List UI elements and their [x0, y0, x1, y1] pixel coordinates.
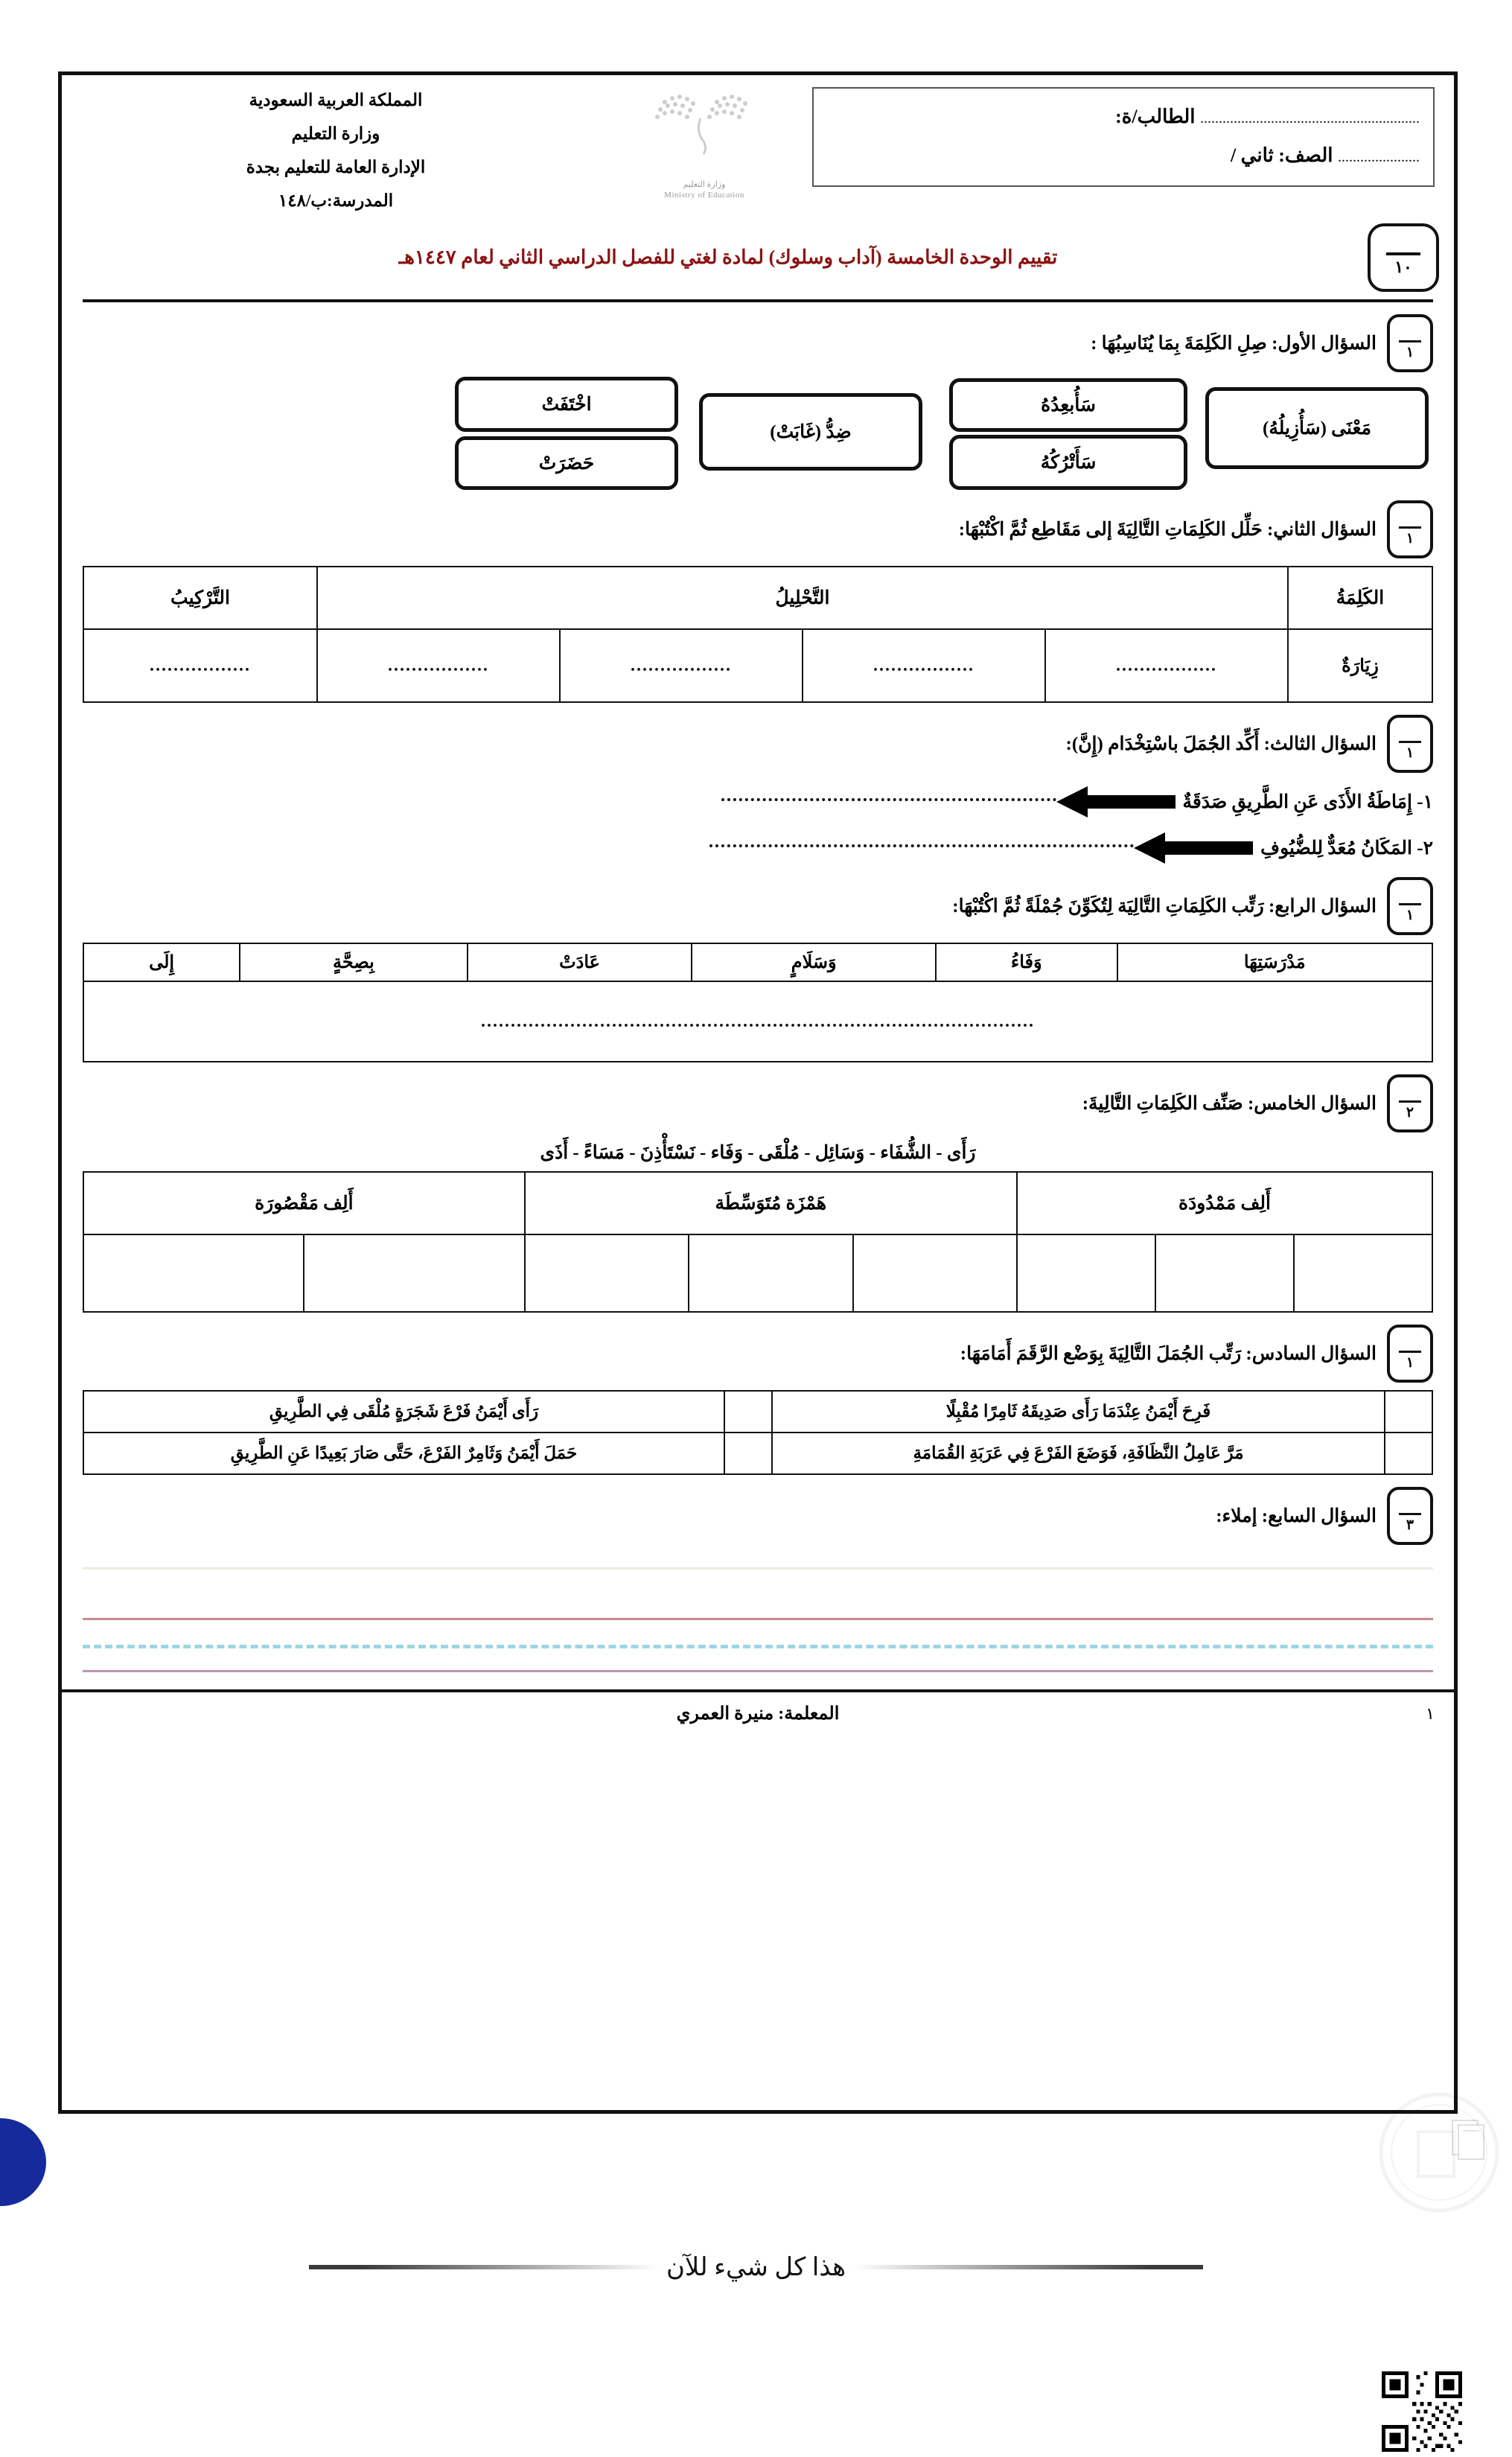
cell-composition-blank[interactable]: .................: [83, 629, 317, 702]
sentence-cell: رَأَى أَيْمَنُ فَرْعَ شَجَرَةٍ مُلْقَى فِي الطَّرِيقِ: [83, 1391, 724, 1433]
question-4-prompt: السؤال الرابع: رَتِّب الكَلِمَاتِ التَّالِيَة لِتُكَوِّنَ جُمْلَةً ثُمَّ اكْتُبْهَا:: [952, 896, 1377, 917]
order-number-cell[interactable]: [1385, 1391, 1432, 1433]
question-2-head: [83, 500, 1433, 558]
document-icon: [1451, 2119, 1485, 2161]
student-name-label: الطالب/ة:: [1115, 106, 1196, 127]
question-1-mark-box[interactable]: [1387, 314, 1433, 372]
question-7-head: [83, 1487, 1433, 1545]
question-7: [62, 1487, 1454, 1676]
answer-cell[interactable]: [1017, 1234, 1155, 1312]
question-1-prompt: السؤال الأول: صِلِ الكَلِمَةَ بِمَا يُنَاسِبُهَا :: [1091, 334, 1377, 354]
question-2-mark-value: ١: [1406, 530, 1414, 546]
question-6-table: [83, 1390, 1433, 1475]
cell-analysis-blank[interactable]: .................: [317, 629, 560, 702]
question-7-mark-box[interactable]: [1387, 1487, 1433, 1545]
question-2: [62, 500, 1454, 703]
question-3-sentence-row: [83, 785, 1433, 819]
cell-word: زِيَارَةٌ: [1288, 629, 1432, 702]
sentence-text: ١- إِمَاطَةُ الأَذَى عَنِ الطَّرِيقِ صَدَقَةٌ: [1182, 792, 1433, 813]
question-3: [62, 715, 1454, 865]
scrambled-word: وَفَاءُ: [936, 943, 1117, 981]
caption-rule-right: [309, 2265, 659, 2269]
question-3-mark-value: ١: [1406, 745, 1414, 761]
question-5: [62, 1074, 1454, 1313]
bottom-caption: هذا كل شيء للآن: [666, 2254, 846, 2281]
answer-cell[interactable]: [853, 1234, 1017, 1312]
answer-cell[interactable]: [304, 1234, 524, 1312]
question-5-table: [83, 1171, 1433, 1313]
match-card[interactable]: حَضَرَتْ: [455, 436, 678, 490]
question-5-mark-box[interactable]: [1387, 1074, 1433, 1132]
student-grade-label: الصف: ثاني /: [1230, 144, 1333, 166]
cell-analysis-blank[interactable]: .................: [560, 629, 803, 702]
answer-dotted-line[interactable]: [709, 844, 1134, 847]
answer-cell[interactable]: [525, 1234, 689, 1312]
page-footer: [62, 1689, 1454, 1738]
answer-cell[interactable]: [1155, 1234, 1294, 1312]
ministry-logo-block: [596, 84, 812, 200]
left-arrow-icon: [1134, 831, 1253, 865]
match-card[interactable]: ضِدُّ (غَابَتْ): [699, 393, 922, 471]
question-2-prompt: السؤال الثاني: حَلِّل الكَلِمَاتِ التَّالِيَةَ إلى مَقَاطِع ثُمَّ اكْتُبْهَا:: [958, 520, 1377, 541]
question-6-prompt: السؤال السادس: رَتِّب الجُمَلَ التَّالِيَةَ بِوَضْع الرَّقَمَ أَمَامَهَا:: [960, 1344, 1377, 1365]
ruled-line-green: [83, 1567, 1433, 1570]
question-3-mark-box[interactable]: [1387, 715, 1433, 773]
scrambled-word: إِلَى: [83, 943, 240, 981]
bottom-caption-row: [0, 2252, 1512, 2282]
sentence-cell: مَرَّ عَامِلُ النَّظَافَةِ، فَوَضَعَ الفَرْعَ فِي عَرَبَةِ القُمَامَةِ: [772, 1433, 1385, 1474]
col-alef-mamdouda: أَلِف مَمْدُودَة: [1017, 1172, 1432, 1234]
match-card[interactable]: سَأُبعِدُهُ: [949, 378, 1187, 432]
question-5-head: [83, 1074, 1433, 1132]
question-6: [62, 1325, 1454, 1475]
question-4-answer-line[interactable]: .............................................................................................: [83, 981, 1432, 1062]
org-line-country: المملكة العربية السعودية: [249, 91, 423, 109]
order-number-cell[interactable]: [1385, 1433, 1432, 1474]
match-card[interactable]: مَعْنَى (سَأُزِيلُهُ): [1205, 387, 1429, 469]
answer-dotted-line[interactable]: [721, 798, 1056, 801]
question-5-mark-value: ٢: [1406, 1104, 1414, 1121]
teacher-name: المعلمة: منيرة العمري: [676, 1704, 840, 1724]
question-7-mark-value: ٣: [1406, 1517, 1414, 1533]
answer-cell[interactable]: [83, 1234, 304, 1312]
question-6-mark-value: ١: [1406, 1354, 1414, 1371]
decorative-blue-shape: [0, 2118, 46, 2206]
table-header-row: [83, 1172, 1432, 1234]
table-row: [83, 1234, 1432, 1312]
scrambled-word: مَدْرَسَتِهَا: [1117, 943, 1432, 981]
table-header-row: [83, 567, 1432, 629]
question-1-head: [83, 314, 1433, 372]
question-4-head: [83, 877, 1433, 935]
sentence-text: ٢- المَكَانُ مُعَدٌّ لِلضُّيُوفِ: [1260, 838, 1433, 859]
page-header: [62, 75, 1454, 217]
question-4: [62, 877, 1454, 1062]
student-name-dots[interactable]: ...........................................................: [1200, 110, 1420, 127]
col-word: الكَلِمَةُ: [1288, 567, 1432, 629]
student-grade-dots[interactable]: ......................: [1338, 149, 1420, 165]
table-row: [83, 981, 1432, 1062]
question-4-mark-box[interactable]: [1387, 877, 1433, 935]
question-5-wordlist: رَأَى - الشُّفَاء - وَسَائِل - مُلْقَى - وَفَاء - نَسْتَأْذِنَ - مَسَاءً - أَذَى: [540, 1143, 976, 1164]
question-1-match-cards: [83, 377, 1433, 488]
student-info-box: [812, 87, 1435, 187]
question-3-sentence-row: [83, 831, 1433, 865]
answer-cell[interactable]: [689, 1234, 852, 1312]
col-composition: التَّرْكِيبُ: [83, 567, 317, 629]
org-line-school: المدرسة:ب/١٤٨: [278, 191, 394, 210]
sentence-cell: فَرِحَ أَيْمَنُ عِنْدَمَا رَأَى صَدِيقَهُ ثَامِرًا مُقْبِلًا: [772, 1391, 1385, 1433]
question-2-table: [83, 566, 1433, 703]
question-3-head: [83, 715, 1433, 773]
dictation-ruled-area[interactable]: [83, 1564, 1433, 1676]
worksheet-page: [58, 71, 1458, 2114]
ministry-of-education-logo-icon: [634, 90, 775, 178]
org-line-ministry: وزارة التعليم: [291, 124, 380, 143]
question-7-prompt: السؤال السابع: إملاء:: [1216, 1506, 1377, 1527]
question-6-mark-box[interactable]: [1387, 1325, 1433, 1383]
org-line-department: الإدارة العامة للتعليم بجدة: [246, 157, 426, 176]
match-card[interactable]: سَأَتْرُكُهُ: [949, 435, 1187, 490]
ruled-line-dashed-blue: [83, 1645, 1433, 1648]
answer-cell[interactable]: [1294, 1234, 1432, 1312]
table-row: [83, 1433, 1432, 1474]
col-analysis: التَّحْلِيلُ: [317, 567, 1288, 629]
cell-analysis-blank[interactable]: .................: [803, 629, 1045, 702]
cell-analysis-blank[interactable]: .................: [1045, 629, 1288, 702]
title-divider: [83, 299, 1433, 302]
left-arrow-icon: [1056, 785, 1176, 819]
table-row: [83, 629, 1432, 702]
question-3-prompt: السؤال الثالث: أَكِّد الجُمَلَ باسْتِخْدَام (إِنَّ):: [1065, 734, 1377, 755]
scrambled-word: بِصِحَّةٍ: [240, 943, 468, 981]
order-number-cell[interactable]: [724, 1433, 772, 1474]
page-number: ١: [1426, 1704, 1435, 1723]
question-1: [62, 314, 1454, 488]
sentence-cell: حَمَلَ أَيْمَنُ وَثَامِرٌ الفَرْعَ، حَتَّى صَارَ بَعِيدًا عَنِ الطَّرِيقِ: [83, 1433, 724, 1474]
ruled-line-pink-bottom: [83, 1670, 1433, 1672]
match-card[interactable]: اخْتَفَتْ: [455, 377, 678, 432]
ruled-line-pink-top: [83, 1618, 1433, 1620]
order-number-cell[interactable]: [724, 1391, 772, 1433]
total-mark-box[interactable]: [1368, 223, 1439, 292]
student-grade-row: [827, 136, 1420, 175]
question-5-prompt: السؤال الخامس: صَنِّف الكَلِمَاتِ التَّالِيةَ:: [1082, 1094, 1377, 1115]
qr-code-icon[interactable]: [1382, 2371, 1462, 2452]
student-name-row: [827, 98, 1420, 136]
page-title: تقييم الوحدة الخامسة (آداب وسلوك) لمادة لغتي للفصل الدراسي الثاني لعام ١٤٤٧هـ: [398, 246, 1058, 269]
student-info-block: [812, 84, 1441, 187]
caption-rule-left: [853, 2265, 1203, 2269]
question-4-mark-value: ١: [1406, 907, 1414, 923]
school-stamp-watermark-icon: [1372, 2085, 1506, 2219]
ministry-header-text: [75, 84, 596, 217]
table-row: [83, 943, 1432, 981]
scrambled-word: عَادَتْ: [468, 943, 692, 981]
title-row: [62, 217, 1454, 292]
col-alef-maqsura: أَلِف مَقْصُورَة: [83, 1172, 525, 1234]
question-4-table: [83, 943, 1433, 1062]
col-hamza-motawassita: هَمْزَة مُتَوَسِّطَة: [525, 1172, 1017, 1234]
total-mark-value: ١٠: [1394, 258, 1412, 277]
logo-caption-en: Ministry of Education: [664, 191, 744, 200]
table-row: [83, 1391, 1432, 1433]
question-1-mark-value: ١: [1406, 344, 1414, 360]
logo-caption-ar: وزارة التعليم: [683, 180, 726, 189]
question-6-head: [83, 1325, 1433, 1383]
question-2-mark-box[interactable]: [1387, 500, 1433, 558]
scrambled-word: وَسَلَامٍ: [692, 943, 936, 981]
